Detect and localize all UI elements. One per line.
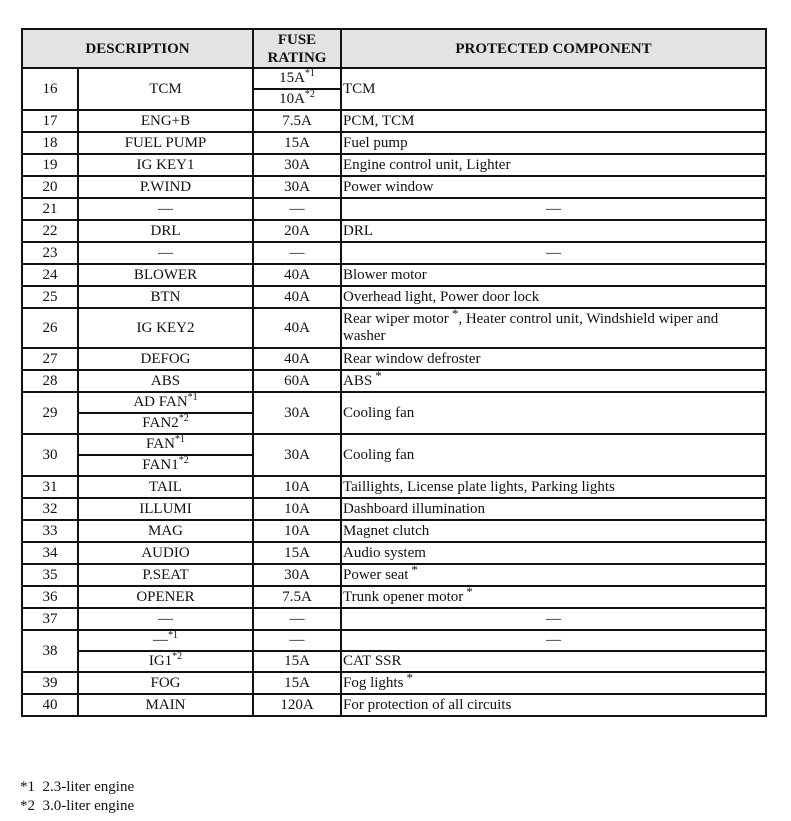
fuse-rating: 30A xyxy=(253,564,341,586)
fuse-description: ABS xyxy=(78,370,253,392)
protected-component: TCM xyxy=(341,68,766,110)
description-text: FAN xyxy=(146,436,175,452)
table-header-row xyxy=(22,29,766,68)
asterisk-note: * xyxy=(411,561,418,577)
table-row xyxy=(22,154,766,176)
fuse-rating: 10A xyxy=(253,476,341,498)
table-row xyxy=(22,608,766,630)
table-row xyxy=(22,264,766,286)
protected-component: Engine control unit, Lighter xyxy=(341,154,766,176)
table-row xyxy=(22,672,766,694)
fuse-number: 18 xyxy=(22,132,78,154)
asterisk-note: * xyxy=(466,583,473,599)
protected-component: Dashboard illumination xyxy=(341,498,766,520)
fuse-description: — xyxy=(78,608,253,630)
fuse-description: IG KEY2 xyxy=(78,308,253,348)
fuse-number: 28 xyxy=(22,370,78,392)
footnote-text: 2.3-liter engine xyxy=(42,779,135,795)
fuse-description xyxy=(78,413,253,434)
component-text: Power seat xyxy=(343,566,409,583)
fuse-rating: 30A xyxy=(253,176,341,198)
fuse-number: 22 xyxy=(22,220,78,242)
protected-component: PCM, TCM xyxy=(341,110,766,132)
table-row xyxy=(22,110,766,132)
table-row xyxy=(22,286,766,308)
fuse-rating: 40A xyxy=(253,264,341,286)
fuse-rating: 15A xyxy=(253,651,341,672)
component-text: ABS xyxy=(343,372,373,389)
fuse-description: OPENER xyxy=(78,586,253,608)
fuse-description: FUEL PUMP xyxy=(78,132,253,154)
fuse-number: 24 xyxy=(22,264,78,286)
fuse-rating: 7.5A xyxy=(253,110,341,132)
protected-component: Magnet clutch xyxy=(341,520,766,542)
fuse-number: 37 xyxy=(22,608,78,630)
asterisk-note: * xyxy=(375,367,382,383)
protected-component: — xyxy=(341,608,766,630)
footnote-ref: *2 xyxy=(172,651,183,662)
table-row xyxy=(22,370,766,392)
fuse-description: — xyxy=(78,242,253,264)
footnotes xyxy=(20,778,134,816)
table-row xyxy=(22,308,766,348)
fuse-rating: 20A xyxy=(253,220,341,242)
protected-component: Rear window defroster xyxy=(341,348,766,370)
footnote-ref: *2 xyxy=(304,89,315,100)
description-text: FAN2 xyxy=(142,415,179,431)
fuse-rating: 40A xyxy=(253,286,341,308)
fuse-description: MAIN xyxy=(78,694,253,716)
fuse-rating: — xyxy=(253,242,341,264)
table-row xyxy=(22,198,766,220)
fuse-rating: 7.5A xyxy=(253,586,341,608)
fuse-number: 19 xyxy=(22,154,78,176)
fuse-rating: 15A xyxy=(253,132,341,154)
fuse-number: 40 xyxy=(22,694,78,716)
description-text: — xyxy=(153,632,168,648)
fuse-description xyxy=(78,434,253,455)
table-row xyxy=(22,694,766,716)
fuse-number: 27 xyxy=(22,348,78,370)
fuse-number: 34 xyxy=(22,542,78,564)
table-row xyxy=(22,176,766,198)
rating-value: 15A xyxy=(279,70,305,86)
fuse-rating: 40A xyxy=(253,308,341,348)
fuse-table xyxy=(21,28,767,717)
table-row xyxy=(22,630,766,651)
asterisk-note: * xyxy=(406,669,413,685)
protected-component: For protection of all circuits xyxy=(341,694,766,716)
table-row xyxy=(22,242,766,264)
description-text: AD FAN xyxy=(133,394,188,410)
protected-component: Cooling fan xyxy=(341,392,766,434)
fuse-number: 38 xyxy=(22,630,78,672)
fuse-description xyxy=(78,455,253,476)
fuse-description: — xyxy=(78,198,253,220)
protected-component xyxy=(341,669,766,694)
protected-component: Fuel pump xyxy=(341,132,766,154)
protected-component xyxy=(341,561,766,586)
table-row xyxy=(22,392,766,413)
fuse-description: TCM xyxy=(78,68,253,110)
fuse-description xyxy=(78,630,253,651)
footnote-ref: *1 xyxy=(304,68,315,79)
footnote-ref: *1 xyxy=(168,630,178,641)
fuse-rating: — xyxy=(253,608,341,630)
fuse-number: 20 xyxy=(22,176,78,198)
protected-component xyxy=(341,583,766,608)
table-row xyxy=(22,564,766,586)
fuse-rating: 10A xyxy=(253,498,341,520)
fuse-number: 16 xyxy=(22,68,78,110)
fuse-rating: 30A xyxy=(253,434,341,476)
rating-value: 10A xyxy=(279,91,305,107)
footnote-text: 3.0-liter engine xyxy=(42,798,135,814)
header-description: DESCRIPTION xyxy=(22,29,253,68)
fuse-rating: 30A xyxy=(253,154,341,176)
component-text: Rear wiper motor xyxy=(343,311,449,327)
fuse-number: 35 xyxy=(22,564,78,586)
table-row xyxy=(22,476,766,498)
protected-component: — xyxy=(341,630,766,651)
description-text: IG1 xyxy=(148,653,173,669)
fuse-description: P.WIND xyxy=(78,176,253,198)
fuse-description: BTN xyxy=(78,286,253,308)
fuse-number: 26 xyxy=(22,308,78,348)
fuse-number: 32 xyxy=(22,498,78,520)
fuse-number: 30 xyxy=(22,434,78,476)
fuse-description xyxy=(78,651,253,672)
footnote-mark: *1 xyxy=(20,779,35,795)
fuse-rating xyxy=(253,68,341,89)
fuse-number: 21 xyxy=(22,198,78,220)
fuse-description: BLOWER xyxy=(78,264,253,286)
protected-component: Power window xyxy=(341,176,766,198)
table-row xyxy=(22,498,766,520)
footnote-ref: *2 xyxy=(178,455,189,466)
fuse-description: FOG xyxy=(78,672,253,694)
protected-component: CAT SSR xyxy=(341,651,766,672)
protected-component: DRL xyxy=(341,220,766,242)
fuse-description: MAG xyxy=(78,520,253,542)
fuse-number: 25 xyxy=(22,286,78,308)
table-row xyxy=(22,586,766,608)
fuse-number: 23 xyxy=(22,242,78,264)
protected-component: Overhead light, Power door lock xyxy=(341,286,766,308)
footnote xyxy=(20,797,134,816)
fuse-description: DEFOG xyxy=(78,348,253,370)
table-row xyxy=(22,542,766,564)
asterisk-note: * xyxy=(451,306,459,321)
protected-component xyxy=(341,367,766,392)
fuse-description: ILLUMI xyxy=(78,498,253,520)
fuse-rating: 40A xyxy=(253,348,341,370)
fuse-description: DRL xyxy=(78,220,253,242)
table-row xyxy=(22,520,766,542)
footnote-mark: *2 xyxy=(20,798,35,814)
table-row xyxy=(22,348,766,370)
table-row xyxy=(22,68,766,89)
protected-component: Cooling fan xyxy=(341,434,766,476)
protected-component: Blower motor xyxy=(341,264,766,286)
table-subrow xyxy=(22,651,766,672)
fuse-number: 39 xyxy=(22,672,78,694)
fuse-rating: 30A xyxy=(253,392,341,434)
protected-component xyxy=(341,308,766,348)
component-text: Fog lights xyxy=(343,674,404,691)
footnote-ref: *1 xyxy=(174,434,185,445)
fuse-number: 17 xyxy=(22,110,78,132)
fuse-number: 31 xyxy=(22,476,78,498)
footnote-ref: *1 xyxy=(187,392,198,403)
header-protected-component: PROTECTED COMPONENT xyxy=(341,29,766,68)
footnote-ref: *2 xyxy=(178,413,189,424)
fuse-rating: 15A xyxy=(253,672,341,694)
fuse-description: IG KEY1 xyxy=(78,154,253,176)
fuse-number: 36 xyxy=(22,586,78,608)
protected-component: — xyxy=(341,198,766,220)
fuse-description: P.SEAT xyxy=(78,564,253,586)
fuse-rating: — xyxy=(253,630,341,651)
fuse-number: 33 xyxy=(22,520,78,542)
protected-component: Taillights, License plate lights, Parking lights xyxy=(341,476,766,498)
component-text: , Heater control unit, Windshield wiper and washer xyxy=(343,311,719,344)
fuse-description xyxy=(78,392,253,413)
component-text: Trunk opener motor xyxy=(343,588,464,605)
table-row xyxy=(22,132,766,154)
table-row xyxy=(22,220,766,242)
fuse-rating: 10A xyxy=(253,520,341,542)
fuse-rating: — xyxy=(253,198,341,220)
table-row xyxy=(22,434,766,455)
protected-component: — xyxy=(341,242,766,264)
fuse-description: TAIL xyxy=(78,476,253,498)
description-text: FAN1 xyxy=(142,457,179,473)
protected-component: Audio system xyxy=(341,542,766,564)
header-fuse-rating xyxy=(253,29,341,68)
fuse-description: ENG+B xyxy=(78,110,253,132)
fuse-number: 29 xyxy=(22,392,78,434)
fuse-description: AUDIO xyxy=(78,542,253,564)
footnote xyxy=(20,778,134,797)
fuse-rating xyxy=(253,89,341,110)
fuse-rating: 120A xyxy=(253,694,341,716)
header-fuse-rating-line1: FUSE xyxy=(277,31,317,48)
fuse-rating: 60A xyxy=(253,370,341,392)
header-fuse-rating-line2: RATING xyxy=(267,49,327,66)
fuse-rating: 15A xyxy=(253,542,341,564)
